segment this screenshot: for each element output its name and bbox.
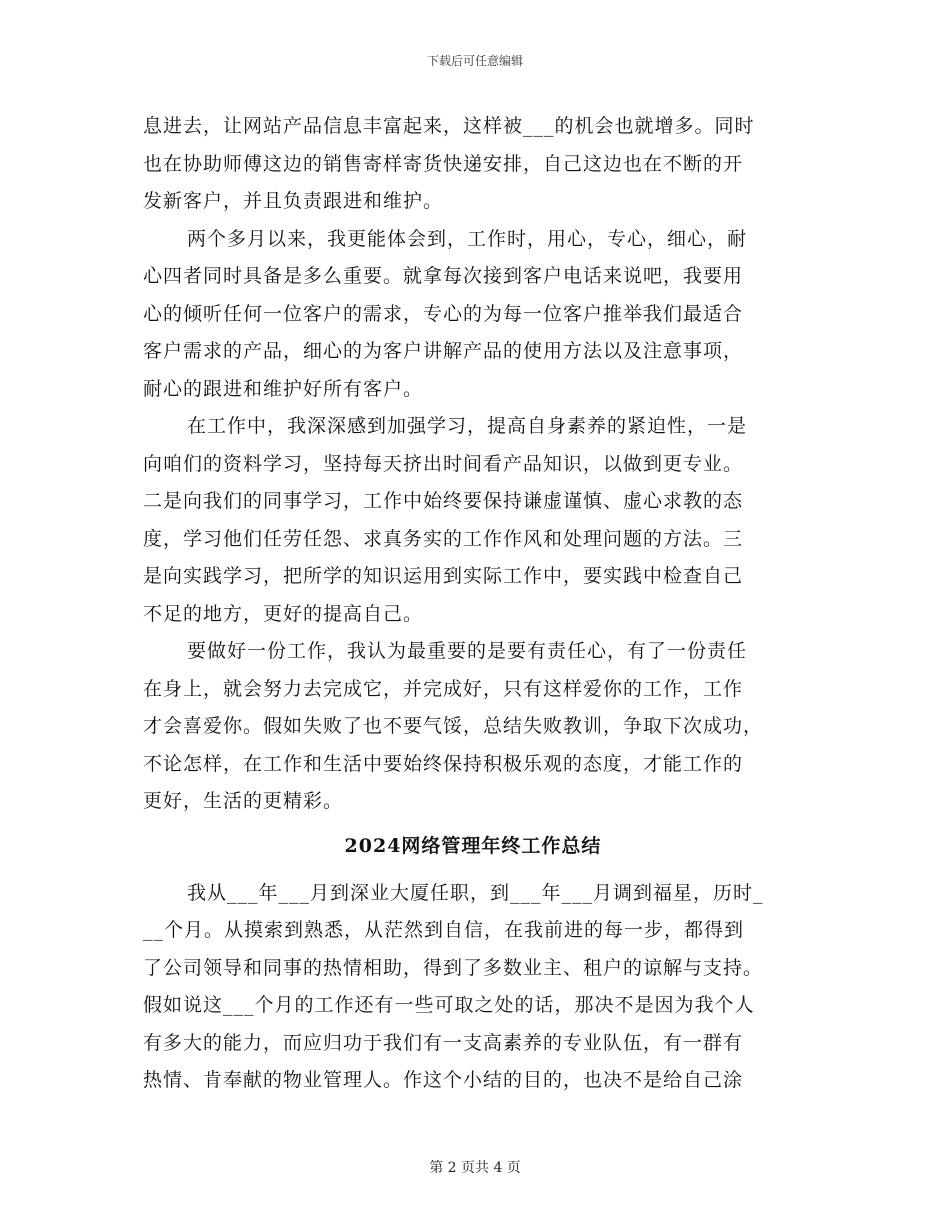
text-line: 度，学习他们任劳任怨、求真务实的工作作风和处理问题的方法。三: [143, 527, 744, 550]
text-line: 心的倾听任何一位客户的需求，专心的为每一位客户推举我们最适合: [143, 302, 744, 325]
text-line: 假如说这___个月的工作还有一些可取之处的话，那决不是因为我个人: [143, 994, 755, 1016]
paragraph: [143, 408, 833, 633]
text-line: 在工作中，我深深感到加强学习，提高自身素养的紧迫性，一是: [187, 415, 748, 437]
text-line: 了公司领导和同事的热情相助，得到了多数业主、租户的谅解与支持。: [143, 956, 764, 979]
paragraph: [143, 633, 833, 821]
text-line: 也在协助师傅这边的销售寄样寄货快递安排，自己这边也在不断的开: [143, 152, 744, 175]
text-line: 热情、肯奉献的物业管理人。作这个小结的目的，也决不是给自己涂: [143, 1069, 744, 1091]
text-line: 息进去，让网站产品信息丰富起来，这样被___的机会也就增多。同时: [143, 115, 755, 137]
text-line: 有多大的能力，而应归功于我们有一支高素养的专业队伍，有一群有: [143, 1031, 744, 1054]
text-line: 我从___年___月到深业大厦任职，到___年___月调到福星，历时_: [187, 881, 764, 904]
text-line: 更好，生活的更精彩。: [143, 790, 344, 812]
text-line: 向咱们的资料学习，坚持每天挤出时间看产品知识，以做到更专业。: [143, 452, 744, 475]
text-line: 才会喜爱你。假如失败了也不要气馁，总结失败教训，争取下次成功，: [143, 715, 764, 737]
text-line: 耐心的跟进和维护好所有客户。: [143, 377, 424, 400]
text-line: 两个多月以来，我更能体会到，工作时，用心，专心，细心，耐: [187, 227, 748, 250]
page-header: 下载后可任意编辑: [426, 54, 523, 68]
text-line: 要做好一份工作，我认为最重要的是要有责任心，有了一份责任: [187, 640, 748, 662]
document-body: [143, 108, 833, 1100]
paragraph: [143, 221, 833, 409]
text-line: 发新客户，并且负责跟进和维护。: [143, 190, 444, 212]
text-line: 不论怎样，在工作和生活中要始终保持积极乐观的态度，才能工作的: [143, 752, 744, 775]
text-line: 在身上，就会努力去完成它，并完成好，只有这样爱你的工作，工作: [143, 677, 744, 700]
text-line: __个月。从摸索到熟悉，从茫然到自信，在我前进的每一步，都得到: [143, 919, 745, 941]
page-footer: 第 2 页共 4 页: [429, 1160, 521, 1176]
text-line: 不足的地方，更好的提高自己。: [143, 602, 424, 625]
paragraph: [143, 108, 833, 221]
section-title: 2024网络管理年终工作总结: [344, 834, 602, 857]
paragraph: [143, 875, 833, 1100]
text-line: 是向实践学习，把所学的知识运用到实际工作中，要实践中检查自己: [143, 565, 744, 587]
text-line: 心四者同时具备是多么重要。就拿每次接到客户电话来说吧，我要用: [143, 265, 744, 287]
text-line: 二是向我们的同事学习，工作中始终要保持谦虚谨慎、虚心求教的态: [143, 490, 744, 512]
text-line: 客户需求的产品，细心的为客户讲解产品的使用方法以及注意事项，: [143, 340, 744, 362]
